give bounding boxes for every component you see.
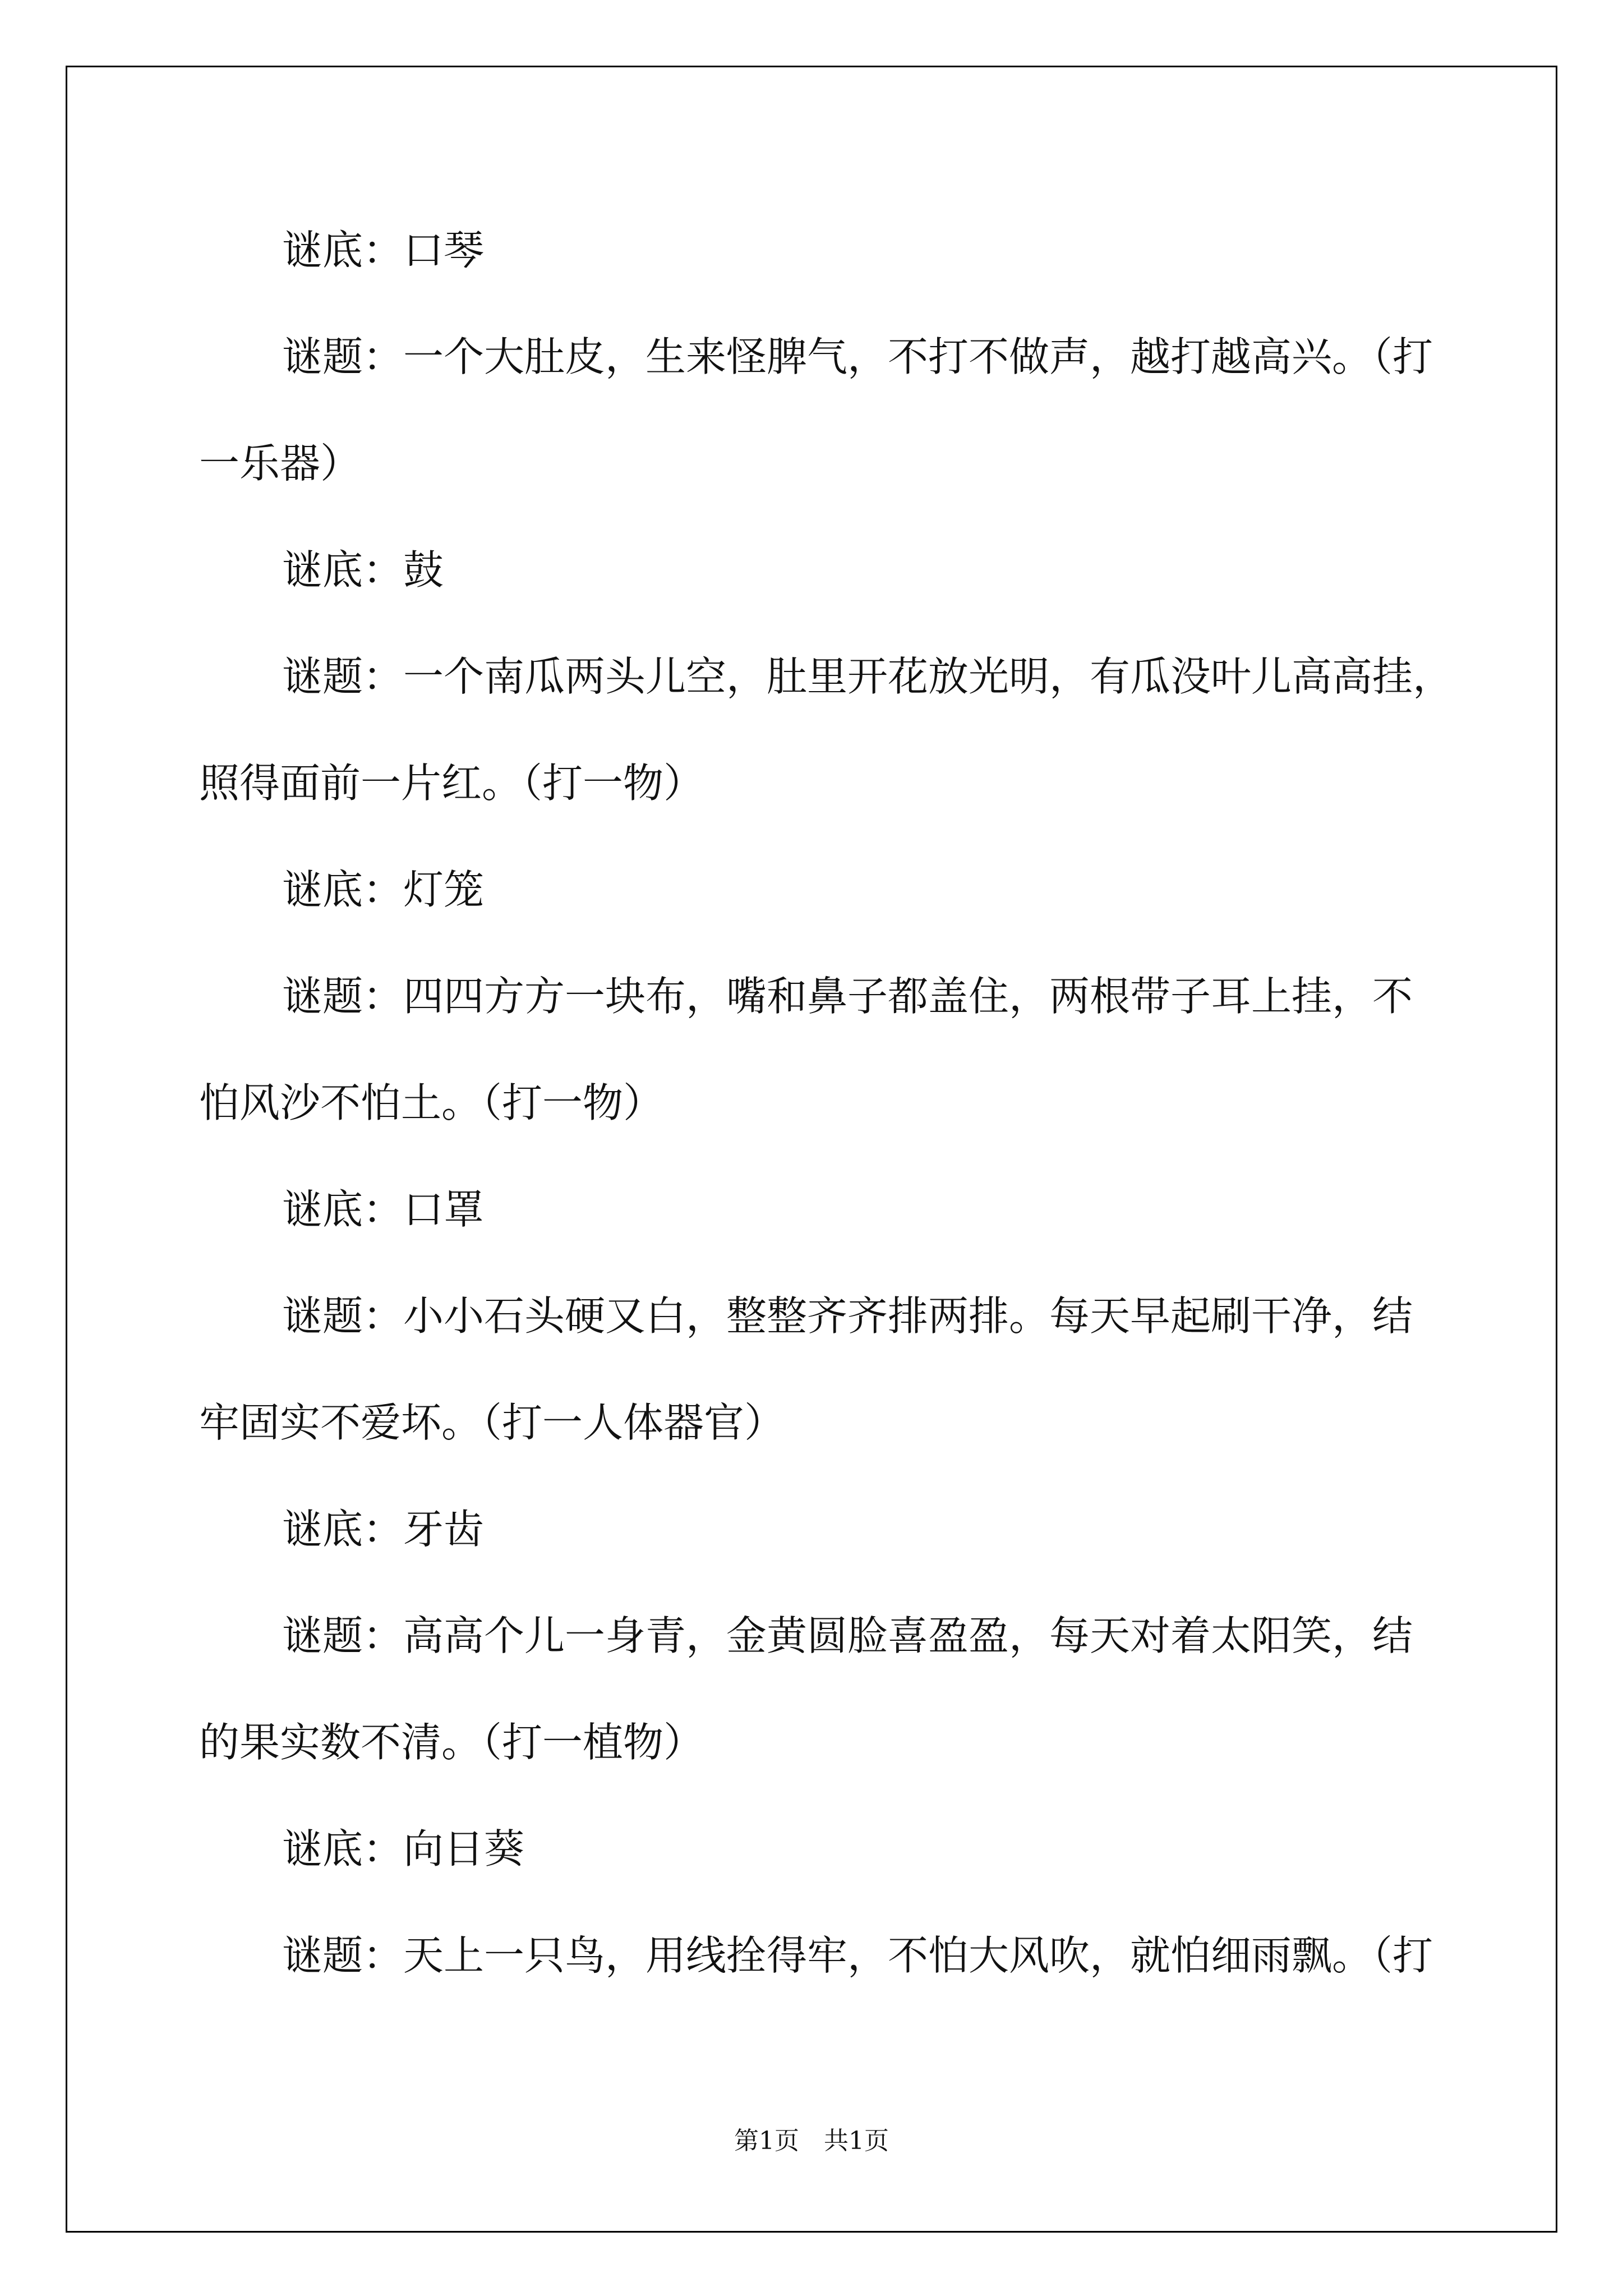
- page-footer: 第1页 共1页: [734, 2127, 889, 2155]
- riddle-continuation: 的果实数不清。（打一植物）: [199, 1719, 704, 1766]
- riddle-continuation: 一乐器）: [199, 440, 361, 487]
- riddle-line: 谜题：一个大肚皮，生来怪脾气，不打不做声，越打越高兴。（打: [282, 333, 1433, 380]
- answer-line: 谜底：向日葵: [282, 1825, 525, 1872]
- answer-line: 谜底：口罩: [282, 1186, 485, 1233]
- riddle-continuation: 牢固实不爱坏。（打一人体器官）: [199, 1399, 785, 1446]
- page-border: [66, 66, 1557, 2233]
- riddle-line: 谜题：四四方方一块布，嘴和鼻子都盖住，两根带子耳上挂，不: [282, 973, 1413, 1020]
- riddle-continuation: 照得面前一片红。（打一物）: [199, 760, 704, 807]
- riddle-line: 谜题：天上一只鸟，用线拴得牢，不怕大风吹，就怕细雨飘。（打: [282, 1932, 1433, 1979]
- answer-line: 谜底：牙齿: [282, 1506, 485, 1553]
- riddle-continuation: 怕风沙不怕土。（打一物）: [199, 1079, 664, 1126]
- answer-line: 谜底：灯笼: [282, 866, 485, 913]
- riddle-line: 谜题：一个南瓜两头儿空，肚里开花放光明，有瓜没叶儿高高挂，: [282, 653, 1454, 700]
- riddle-line: 谜题：小小石头硬又白，整整齐齐排两排。每天早起刷干净，结: [282, 1292, 1413, 1340]
- riddle-line: 谜题：高高个儿一身青，金黄圆脸喜盈盈，每天对着太阳笑，结: [282, 1612, 1413, 1659]
- answer-line: 谜底：鼓: [282, 546, 444, 593]
- answer-line: 谜底：口琴: [282, 227, 485, 274]
